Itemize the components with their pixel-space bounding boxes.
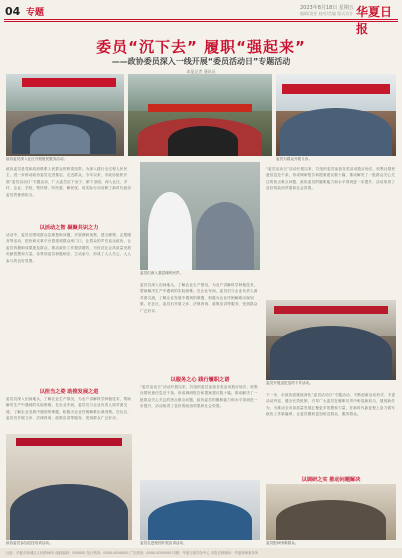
body-col2: 委员们深入田间地头，了解农业生产情况，为农户讲解科学种植技术，帮助解决生产中遇到的实际困难。在企业车间，委员们与企业负责人面对面交流，了解企业发展中遇到的难题，积极为企业纾困解难出谋划策。在社区，委员们开展义诊、法律咨询、政策宣讲等服务，受到群众广泛好评。 xyxy=(140,283,258,313)
photo-school-visit xyxy=(140,480,260,540)
body-col4: 下一步，市政协将继续深化“委员活动日”专题活动，不断创新活动形式，丰富活动内容，健全长效机制，引导广大委员在履职尽责中彰显新担当、展现新作为，为推动全市高质量发展汇聚更多智慧和力量，在新时代新征程上奋力谱写政协工作新篇章，让委员履职更加贴近群众、服务群众。 xyxy=(266,393,396,417)
header-rule-thin xyxy=(4,21,398,22)
issue-date: 2023年8月18日 星期五 xyxy=(300,5,354,11)
section-heading-4: 以调研之实 推动问题解决 xyxy=(301,477,361,483)
photo-mountain-team xyxy=(128,74,272,156)
headline-title: 委员“沉下去” 履职“强起来” xyxy=(96,38,306,56)
caption-photo-7: 委员慰问困难群众。 xyxy=(266,541,299,545)
section-heading-2: 以担当之姿 助推发展之进 xyxy=(39,389,99,395)
body-col3: “委员活动日”活动开展以来，共组织委员参加各类活动数百场次，收集社情民意信息近千条，形成调研报告和提案建议数十篇，推动解决了一批群众关心关注的热点难点问题，政协委员的履职能力和水平得到进一步提升，活动取得了良好的政治效果和社会效果。 xyxy=(266,167,396,191)
body-col1-part3: 委员们深入田间地头，了解农业生产情况，为农户讲解科学种植技术，帮助解决生产中遇到的实际困难。在企业车间，委员们与企业负责人面对面交流，了解企业发展中遇到的难题，积极为企业纾困解难出谋划策。在社区，委员们开展义诊、法律咨询、政策宣讲等服务，受到群众广泛好评。 xyxy=(6,397,132,421)
caption-photo-2: 委员为群众开展义诊。 xyxy=(276,157,312,161)
photo-medical-consult xyxy=(140,162,260,270)
page-number: 04 xyxy=(5,5,21,18)
staff-credits: 编辑/责任 校对/美编 版式设计 xyxy=(300,11,354,16)
photo-classroom-training xyxy=(6,434,132,540)
caption-photo-5: 政协委员参加农技培训活动。 xyxy=(6,541,53,545)
section-heading-1: 以活动之智 凝聚共识之力 xyxy=(39,225,99,231)
photo-tent-service xyxy=(276,74,396,156)
body-col2-part2: “委员活动日”活动开展以来，共组织委员参加各类活动数百场次，收集社情民意信息近千条，形成调研报告和提案建议数十篇，推动解决了一批群众关心关注的热点难点问题，政协委员的履职能力和水平得到进一步提升，活动取得了良好的政治效果和社会效果。 xyxy=(140,385,258,409)
caption-photo-6: 委员走进校园开展宣讲活动。 xyxy=(140,541,187,545)
footer-info: 社址：华夏市新城区人民路88号 邮政编码：000000 发行热线：0000-0000000 广告热线：0000-0000000 印刷：华夏日报印务中心 本报法律顾问：华夏律师事务所 xyxy=(6,551,259,555)
headline-byline: 本报记者 通讯员 xyxy=(186,69,216,74)
section-heading-3: 以服务之心 践行履职之诺 xyxy=(170,377,230,383)
caption-photo-1: 政协委员深入社区开展便民服务活动。 xyxy=(6,157,68,161)
photo-crowd-event xyxy=(266,300,396,380)
section-name: 专题 xyxy=(26,8,45,18)
caption-photo-4: 委员开展送医送药下乡活动。 xyxy=(266,381,313,385)
photo-visit-family xyxy=(266,484,396,540)
caption-photo-3: 委员们深入基层倾听民声。 xyxy=(140,271,184,275)
headline-subtitle: ——政协委员深入一线开展“委员活动日”专题活动 xyxy=(111,57,291,66)
photo-community-service xyxy=(6,74,124,156)
body-col1-part1: 政协委员是党和政府联系人民群众的桥梁纽带。为深入践行全过程人民民主，进一步推动政协委员走进基层、走近群众，今年以来，市政协组织开展“委员活动日”专题活动，广大委员沉下身子、俯下身段，深入社区、乡村、企业、学校，察民情、听民意、解民忧，用实际行动诠释了新时代政协委员的使命担当。 xyxy=(6,167,132,197)
newspaper-logo: 华夏日报 xyxy=(356,5,393,36)
body-col1-part2: 活动中，委员们围绕群众急难愁盼问题，开展调研视察、建言献策、志愿服务等活动，把协商议事平台搭建到群众家门口，让群众的声音直达政协，让委员的履职成果惠及群众，推动政协工作提质增效，为经济社会高质量发展贡献智慧和力量。各界别委员积极响应，主动参与，形成了人人关心、人人参与的良好氛围。 xyxy=(6,233,132,263)
header-rule xyxy=(4,19,398,20)
